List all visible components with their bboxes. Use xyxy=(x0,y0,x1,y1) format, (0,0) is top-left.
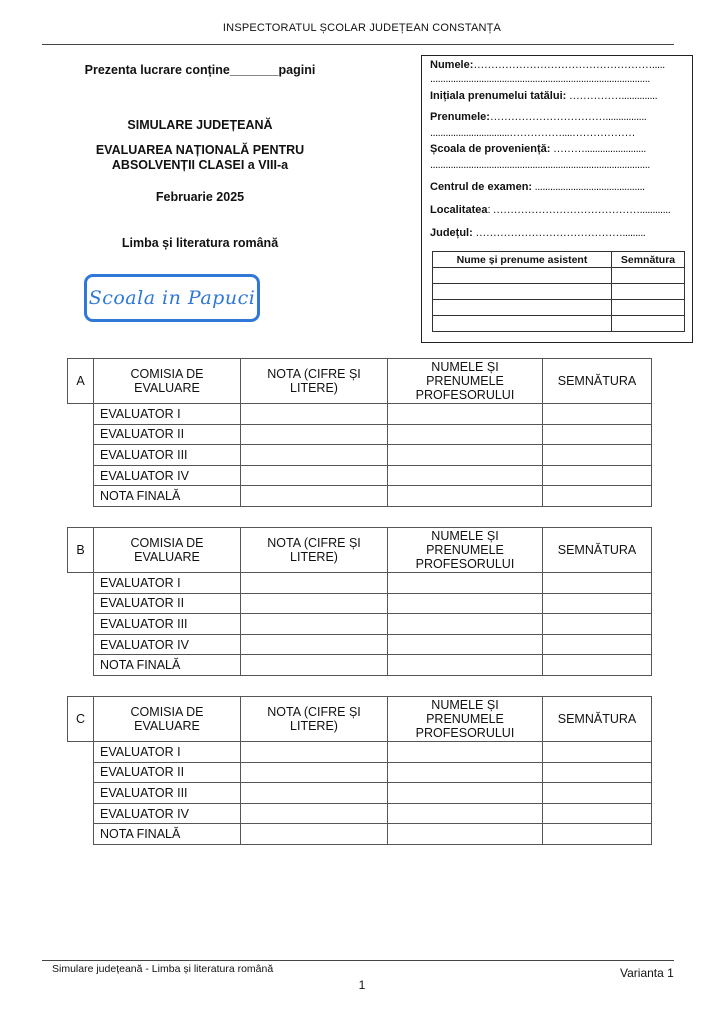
id-field-scoala: Școala de proveniență: ………........................ xyxy=(430,143,646,155)
page-count-line: Prezenta lucrare conține_______pagini xyxy=(84,63,316,77)
evaluation-table-b xyxy=(67,527,652,676)
header-semnatura: SEMNĂTURA xyxy=(543,528,652,573)
row-label: EVALUATOR III xyxy=(94,614,241,635)
evaluation-table-a xyxy=(67,358,652,507)
teacher-cell[interactable] xyxy=(388,573,543,594)
row-label: EVALUATOR IV xyxy=(94,465,241,486)
simulation-title: SIMULARE JUDEȚEANĂ xyxy=(127,118,273,132)
header-nota: NOTA (CIFRE ȘI LITERE) xyxy=(241,359,388,404)
header-nota: NOTA (CIFRE ȘI LITERE) xyxy=(241,528,388,573)
teacher-cell[interactable] xyxy=(388,614,543,635)
grade-cell[interactable] xyxy=(241,655,388,676)
table-letter: B xyxy=(68,528,94,573)
id-field-numele-cont: ...................................................................................... xyxy=(430,73,650,85)
signature-cell[interactable] xyxy=(543,634,652,655)
signature-cell[interactable] xyxy=(543,783,652,804)
assistant-cell[interactable] xyxy=(433,316,612,332)
signature-cell[interactable] xyxy=(543,742,652,763)
row-label: EVALUATOR I xyxy=(94,742,241,763)
evaluation-title-line2: ABSOLVENȚII CLASEI a VIII-a xyxy=(111,158,289,172)
row-label: NOTA FINALĂ xyxy=(94,824,241,845)
footer-variant: Varianta 1 xyxy=(620,966,674,980)
signature-cell[interactable] xyxy=(543,465,652,486)
signature-cell[interactable] xyxy=(543,824,652,845)
footer-divider xyxy=(42,960,674,961)
assistant-signature-cell[interactable] xyxy=(612,300,685,316)
signature-cell[interactable] xyxy=(543,655,652,676)
row-label: EVALUATOR IV xyxy=(94,634,241,655)
assistant-signature-cell[interactable] xyxy=(612,268,685,284)
header-semnatura: SEMNĂTURA xyxy=(543,359,652,404)
signature-cell[interactable] xyxy=(543,486,652,507)
grade-cell[interactable] xyxy=(241,783,388,804)
signature-cell[interactable] xyxy=(543,445,652,466)
signature-cell[interactable] xyxy=(543,762,652,783)
row-label: NOTA FINALĂ xyxy=(94,486,241,507)
grade-cell[interactable] xyxy=(241,593,388,614)
header-profesor: NUMELE ȘI PRENUMELE PROFESORULUI xyxy=(388,359,543,404)
header-comisia: COMISIA DE EVALUARE xyxy=(94,528,241,573)
row-label: EVALUATOR III xyxy=(94,445,241,466)
grade-cell[interactable] xyxy=(241,486,388,507)
grade-cell[interactable] xyxy=(241,614,388,635)
grade-cell[interactable] xyxy=(241,762,388,783)
subject-title: Limba și literatura română xyxy=(121,236,279,250)
grade-cell[interactable] xyxy=(241,404,388,425)
row-label: EVALUATOR II xyxy=(94,593,241,614)
header-nota: NOTA (CIFRE ȘI LITERE) xyxy=(241,697,388,742)
assistant-cell[interactable] xyxy=(433,284,612,300)
table-letter: A xyxy=(68,359,94,404)
teacher-cell[interactable] xyxy=(388,655,543,676)
footer-title: Simulare județeană - Limba și literatura română xyxy=(52,963,274,975)
document-header: INSPECTORATUL ȘCOLAR JUDEȚEAN CONSTANȚA xyxy=(222,22,502,34)
header-semnatura: SEMNĂTURA xyxy=(543,697,652,742)
teacher-cell[interactable] xyxy=(388,486,543,507)
row-label: EVALUATOR IV xyxy=(94,803,241,824)
row-label: NOTA FINALĂ xyxy=(94,655,241,676)
grade-cell[interactable] xyxy=(241,634,388,655)
assistant-signature-header: Semnătura xyxy=(612,252,685,268)
grade-cell[interactable] xyxy=(241,465,388,486)
teacher-cell[interactable] xyxy=(388,445,543,466)
teacher-cell[interactable] xyxy=(388,824,543,845)
assistant-table xyxy=(432,251,685,332)
grade-cell[interactable] xyxy=(241,445,388,466)
signature-cell[interactable] xyxy=(543,803,652,824)
exam-date: Februarie 2025 xyxy=(155,190,245,204)
assistant-signature-cell[interactable] xyxy=(612,284,685,300)
evaluation-title xyxy=(70,143,330,173)
id-field-numele: Numele:……………………………………………..... xyxy=(430,59,665,71)
teacher-cell[interactable] xyxy=(388,424,543,445)
teacher-cell[interactable] xyxy=(388,465,543,486)
signature-cell[interactable] xyxy=(543,614,652,635)
header-comisia: COMISIA DE EVALUARE xyxy=(94,359,241,404)
header-comisia: COMISIA DE EVALUARE xyxy=(94,697,241,742)
signature-cell[interactable] xyxy=(543,424,652,445)
header-profesor: NUMELE ȘI PRENUMELE PROFESORULUI xyxy=(388,528,543,573)
teacher-cell[interactable] xyxy=(388,742,543,763)
grade-cell[interactable] xyxy=(241,742,388,763)
assistant-name-header: Nume și prenume asistent xyxy=(433,252,612,268)
row-label: EVALUATOR I xyxy=(94,404,241,425)
row-label: EVALUATOR II xyxy=(94,762,241,783)
grade-cell[interactable] xyxy=(241,573,388,594)
signature-cell[interactable] xyxy=(543,573,652,594)
page-number: 1 xyxy=(358,978,366,992)
teacher-cell[interactable] xyxy=(388,593,543,614)
id-field-initiala: Inițiala prenumelui tatălui: …………….............. xyxy=(430,90,658,102)
grade-cell[interactable] xyxy=(241,824,388,845)
id-field-prenume: Prenumele:……………………………................ xyxy=(430,111,647,123)
evaluation-table-c xyxy=(67,696,652,845)
assistant-cell[interactable] xyxy=(433,300,612,316)
assistant-cell[interactable] xyxy=(433,268,612,284)
grade-cell[interactable] xyxy=(241,424,388,445)
candidate-id-box xyxy=(421,55,693,343)
grade-cell[interactable] xyxy=(241,803,388,824)
school-logo: Scoala in Papuci xyxy=(84,274,260,322)
signature-cell[interactable] xyxy=(543,404,652,425)
teacher-cell[interactable] xyxy=(388,803,543,824)
id-field-localitate: Localitatea: ……………………………………............ xyxy=(430,204,671,216)
evaluation-title-line1: EVALUAREA NAȚIONALĂ PENTRU xyxy=(95,143,305,157)
id-field-judet: Județul: ……………………………………......... xyxy=(430,227,646,239)
table-letter: C xyxy=(68,697,94,742)
row-label: EVALUATOR I xyxy=(94,573,241,594)
assistant-signature-cell[interactable] xyxy=(612,316,685,332)
teacher-cell[interactable] xyxy=(388,762,543,783)
row-label: EVALUATOR II xyxy=(94,424,241,445)
teacher-cell[interactable] xyxy=(388,783,543,804)
teacher-cell[interactable] xyxy=(388,404,543,425)
row-label: EVALUATOR III xyxy=(94,783,241,804)
id-field-scoala-cont: ...................................................................................... xyxy=(430,159,650,171)
signature-cell[interactable] xyxy=(543,593,652,614)
header-divider xyxy=(42,44,674,45)
id-field-centru: Centrul de examen: ........................................... xyxy=(430,181,645,193)
id-field-prenume-cont: ...............................……………....……………… xyxy=(430,127,635,139)
teacher-cell[interactable] xyxy=(388,634,543,655)
header-profesor: NUMELE ȘI PRENUMELE PROFESORULUI xyxy=(388,697,543,742)
